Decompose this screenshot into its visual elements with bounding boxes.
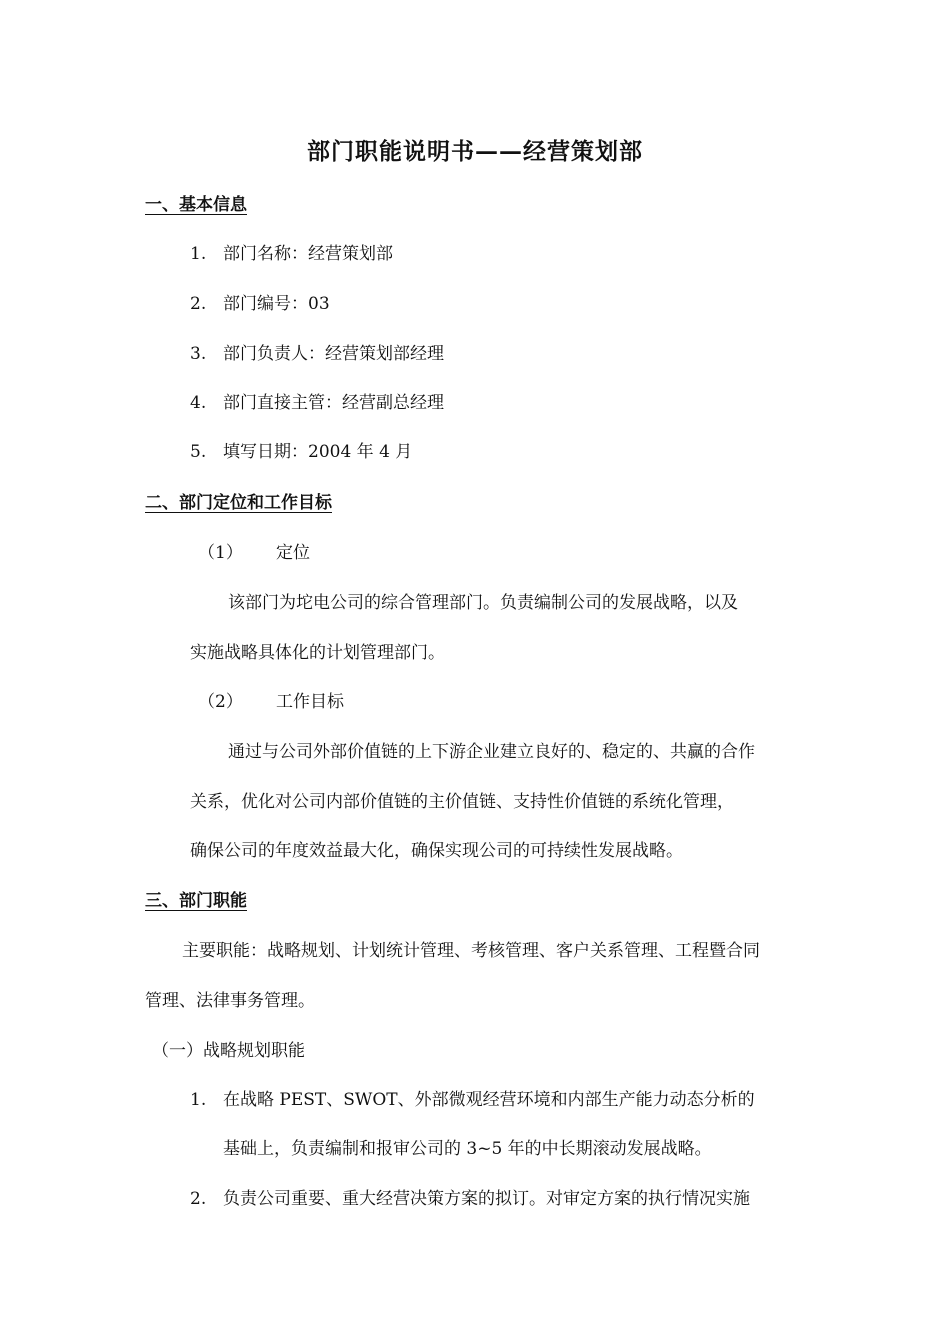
list-item bbox=[190, 239, 393, 264]
paragraph-line: 通过与公司外部价值链的上下游企业建立良好的、稳定的、共赢的合作 bbox=[228, 742, 755, 762]
item-continuation: 基础上，负责编制和报审公司的 3~5 年的中长期滚动发展战略。 bbox=[223, 1139, 712, 1159]
item-text: 负责公司重要、重大经营决策方案的拟订。对审定方案的执行情况实施 bbox=[223, 1189, 750, 1209]
item-number: 3. bbox=[190, 344, 207, 364]
document-title: 部门职能说明书——经营策划部 bbox=[307, 138, 643, 165]
list-item bbox=[190, 1085, 755, 1110]
item-text: 部门直接主管：经营副总经理 bbox=[223, 393, 444, 413]
item-text: 部门名称：经营策划部 bbox=[223, 244, 393, 264]
paragraph-line: 主要职能：战略规划、计划统计管理、考核管理、客户关系管理、工程暨合同 bbox=[182, 941, 760, 961]
item-number: 1. bbox=[190, 244, 207, 264]
paragraph-line: 管理、法律事务管理。 bbox=[145, 991, 315, 1011]
sub-number: （1） bbox=[198, 543, 243, 563]
list-item bbox=[190, 289, 330, 314]
list-item bbox=[190, 388, 444, 413]
paragraph-line: 该部门为坨电公司的综合管理部门。负责编制公司的发展战略，以及 bbox=[228, 593, 738, 613]
list-item bbox=[190, 437, 412, 462]
item-text: 部门编号：03 bbox=[223, 294, 330, 314]
section-heading-functions: 三、部门职能 bbox=[145, 891, 247, 911]
paragraph-line: 关系，优化对公司内部价值链的主价值链、支持性价值链的系统化管理， bbox=[190, 792, 734, 812]
item-number: 5. bbox=[190, 442, 207, 462]
paragraph-line: 确保公司的年度效益最大化，确保实现公司的可持续性发展战略。 bbox=[190, 841, 683, 861]
item-number: 2. bbox=[190, 1189, 207, 1209]
item-text: 填写日期：2004 年 4 月 bbox=[223, 442, 413, 462]
item-text: 部门负责人：经营策划部经理 bbox=[223, 344, 444, 364]
section-heading-basic-info: 一、基本信息 bbox=[145, 195, 247, 215]
list-item bbox=[190, 1184, 750, 1209]
sub-label: 定位 bbox=[276, 543, 310, 563]
paragraph-line: 实施战略具体化的计划管理部门。 bbox=[190, 643, 445, 663]
subheading-goals bbox=[198, 687, 344, 712]
subheading-positioning bbox=[198, 538, 310, 563]
subheading-strategy: （一）战略规划职能 bbox=[152, 1041, 305, 1061]
sub-label: 工作目标 bbox=[276, 692, 344, 712]
item-number: 4. bbox=[190, 393, 207, 413]
item-number: 1. bbox=[190, 1090, 207, 1110]
item-number: 2. bbox=[190, 294, 207, 314]
sub-number: （2） bbox=[198, 692, 243, 712]
section-heading-positioning: 二、部门定位和工作目标 bbox=[145, 493, 332, 513]
list-item bbox=[190, 339, 444, 364]
item-text: 在战略 PEST、SWOT、外部微观经营环境和内部生产能力动态分析的 bbox=[223, 1090, 755, 1110]
